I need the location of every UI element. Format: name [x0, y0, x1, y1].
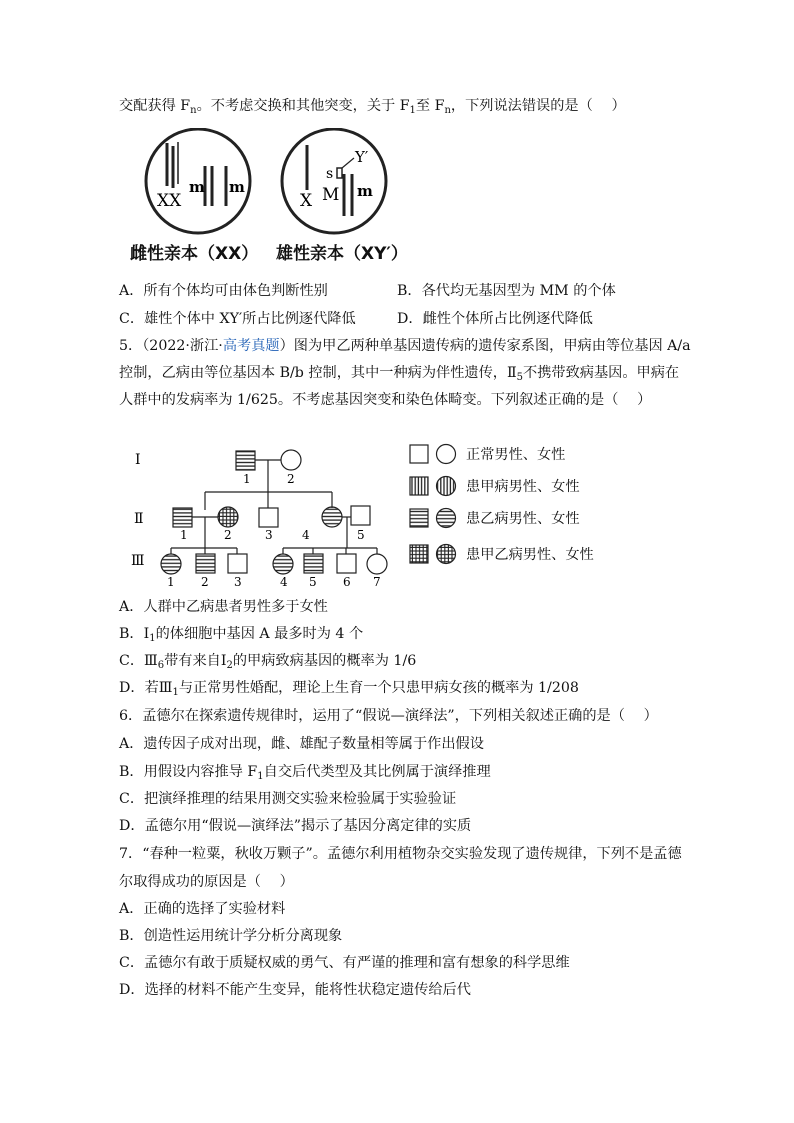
q7-stem-line1: 7．“春种一粒粟，秋收万颗子”。孟德尔利用植物杂交实验发现了遗传规律，下列不是孟德 — [119, 846, 682, 862]
q4-option-b: B．各代均无基因型为 MM 的个体 — [397, 283, 616, 299]
pedigree-num-III4: 4 — [280, 575, 288, 589]
pedigree-num-III5: 5 — [309, 575, 317, 589]
q5-option-d: D．若$Ⅲ_1$与正常男性婚配，理论上生育一个只患甲病女孩的概率为 1/208 — [119, 680, 579, 698]
male-m-label: m — [357, 182, 373, 200]
q5-stem-line3: 人群中的发病率为 1/625。不考虑基因突变和染色体畸变。下列叙述正确的是（ ） — [119, 392, 652, 408]
gen-label-3: Ⅲ — [131, 553, 145, 569]
legend-label-disease-ab: 患甲乙病男性、女性 — [466, 547, 594, 563]
pedigree-num-III6: 6 — [343, 575, 351, 589]
q7-stem-line2: 尔取得成功的原因是（ ） — [119, 874, 294, 890]
pedigree-II3 — [259, 508, 278, 527]
gen-label-1: Ⅰ — [135, 452, 141, 468]
legend-row-normal — [408, 443, 565, 465]
pedigree-I1 — [236, 451, 255, 470]
legend-symbols-disease-b — [408, 507, 458, 529]
q5-stem-line1: 5．（2022·浙江·高考真题）图为甲乙两种单基因遗传病的遗传家系图，甲病由等位基因 A/a — [119, 338, 691, 354]
q5-option-c: C．$Ⅲ_6$带有来自$Ⅰ_2$的甲病致病基因的概率为 1/6 — [119, 653, 417, 671]
legend-row-disease-b — [408, 507, 580, 529]
pedigree-num-III3: 3 — [234, 575, 242, 589]
pedigree-III6 — [337, 554, 356, 573]
legend-label-disease-b: 患乙病男性、女性 — [466, 511, 580, 527]
pedigree-III7 — [367, 554, 387, 574]
pedigree-II4 — [322, 507, 342, 527]
q6-stem: 6．孟德尔在探索遗传规律时，运用了“假说—演绎法”，下列相关叙述正确的是（ ） — [119, 708, 658, 724]
pedigree-num-II4: 4 — [302, 528, 310, 542]
male-s-label: s — [326, 166, 334, 182]
pedigree-num-III2: 2 — [201, 575, 209, 589]
pedigree-num-II1: 1 — [180, 528, 188, 542]
gen-label-2: Ⅱ — [134, 511, 144, 527]
male-cell-diagram — [282, 129, 386, 233]
legend-label-disease-a: 患甲病男性、女性 — [466, 479, 580, 495]
pedigree-II1 — [173, 508, 192, 527]
pedigree-III4 — [273, 554, 293, 574]
intro-line: 交配获得 $F_n$。不考虑交换和其他突变，关于 $F_1$至 $F_n$，下列说法错误的是（ ） — [119, 98, 626, 116]
pedigree-I2 — [281, 450, 301, 470]
pedigree-chart — [125, 440, 395, 592]
q7-option-a: A．正确的选择了实验材料 — [119, 901, 286, 917]
legend-row-disease-ab — [408, 543, 594, 565]
male-x-label: X — [300, 191, 313, 211]
q5-option-b: B．$Ⅰ_1$的体细胞中基因 A 最多时为 4 个 — [119, 626, 364, 644]
pedigree-num-I1: 1 — [243, 472, 251, 486]
q6-option-c: C．把演绎推理的结果用测交实验来检验属于实验验证 — [119, 791, 457, 807]
male-M-label: M — [322, 185, 340, 205]
pedigree-III3 — [228, 554, 247, 573]
q4-option-d: D．雌性个体所占比例逐代降低 — [397, 311, 593, 327]
q7-option-d: D．选择的材料不能产生变异，能将性状稳定遗传给后代 — [119, 982, 471, 998]
q4-option-a: A．所有个体均可由体色判断性别 — [119, 283, 328, 299]
q6-option-a: A．遗传因子成对出现，雌、雄配子数量相等属于作出假设 — [119, 736, 484, 752]
female-xx-label: XX — [157, 191, 182, 211]
pedigree-num-II2: 2 — [224, 528, 232, 542]
q4-option-c: C．雄性个体中 XY′所占比例逐代降低 — [119, 311, 356, 327]
pedigree-III2 — [196, 554, 215, 573]
male-parent-caption: 雄性亲本（XY′） — [276, 244, 408, 264]
pedigree-II2 — [218, 507, 238, 527]
female-m-label-2: m — [229, 178, 245, 196]
female-parent-caption: 雌性亲本（XX） — [130, 244, 259, 264]
pedigree-num-I2: 2 — [287, 472, 295, 486]
q5-stem-line2: 控制，乙病由等位基因本 B/b 控制，其中一种病为伴性遗传，$Ⅱ_5$不携带致病基因。甲病在 — [119, 365, 680, 383]
pedigree-num-II5: 5 — [357, 528, 365, 542]
pedigree-num-II3: 3 — [265, 528, 273, 542]
legend-symbols-disease-ab — [408, 543, 458, 565]
legend-symbols-normal — [408, 443, 458, 465]
female-m-label-1: m — [189, 178, 205, 196]
legend-symbols-disease-a — [408, 475, 458, 497]
q6-option-b: B．用假设内容推导 $F_1$自交后代类型及其比例属于演绎推理 — [119, 764, 491, 782]
pedigree-III1 — [161, 554, 181, 574]
q5-option-a: A．人群中乙病患者男性多于女性 — [119, 599, 328, 615]
q7-option-b: B．创造性运用统计学分析分离现象 — [119, 928, 343, 944]
q6-option-d: D．孟德尔用“假说—演绎法”揭示了基因分离定律的实质 — [119, 818, 472, 834]
q7-option-c: C．孟德尔有敢于质疑权威的勇气、有严谨的推理和富有想象的科学思维 — [119, 955, 570, 971]
pedigree-num-III7: 7 — [373, 575, 381, 589]
legend-label-normal: 正常男性、女性 — [466, 447, 566, 463]
legend-row-disease-a — [408, 475, 580, 497]
male-y-label: Y′ — [355, 148, 369, 166]
pedigree-num-III1: 1 — [167, 575, 175, 589]
female-cell-diagram — [146, 129, 250, 233]
pedigree-II5 — [351, 506, 370, 525]
q5-source-tag: 高考真题 — [222, 338, 280, 354]
pedigree-III5 — [304, 554, 323, 573]
